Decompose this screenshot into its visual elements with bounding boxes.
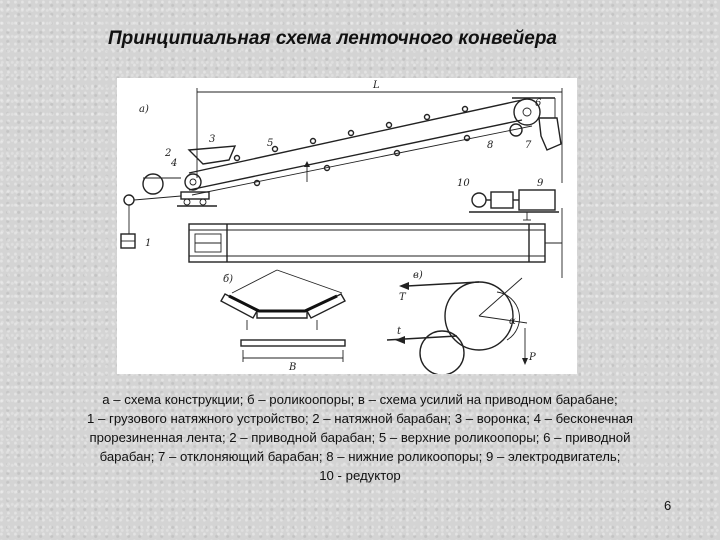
return-idler <box>241 340 345 346</box>
caption-line: а – схема конструкции; б – роликоопоры; в – схема усилий на приводном барабане; <box>102 392 618 407</box>
caption-line: 1 – грузового натяжного устройство; 2 – натяжной барабан; 3 – воронка; 4 – бесконечная <box>87 411 633 426</box>
label-3: 3 <box>209 134 216 145</box>
label-length: L <box>373 80 380 91</box>
label-2: 2 <box>165 148 172 159</box>
label-1: 1 <box>145 238 152 249</box>
caption-line: прорезиненная лента; 2 – приводной барабан; 5 – верхние роликоопоры; 6 – приводной <box>89 430 631 445</box>
conveyor-diagram <box>117 78 577 374</box>
electric-motor <box>519 190 555 210</box>
view-b-trough-idlers <box>221 270 345 362</box>
label-view-a: а) <box>139 104 149 115</box>
slide-title: Принципиальная схема ленточного конвейера <box>108 28 557 49</box>
tension-carriage <box>181 192 209 199</box>
label-6: 6 <box>535 98 542 109</box>
label-7: 7 <box>525 140 532 151</box>
belt-lower-strand <box>189 120 522 190</box>
label-view-b: б) <box>223 274 234 285</box>
rope-sheave <box>124 195 134 205</box>
label-9: 9 <box>537 178 544 189</box>
label-force-t: t <box>397 326 402 337</box>
loading-hopper <box>189 146 235 164</box>
rope-pulley <box>143 174 163 194</box>
conveyor-diagram-svg <box>117 78 577 374</box>
reducer <box>491 192 513 208</box>
tension-pulley <box>185 174 201 190</box>
label-5: 5 <box>267 138 274 149</box>
label-view-v: в) <box>413 270 423 281</box>
tension-pulley-hub <box>190 179 196 185</box>
trough-guide-left <box>232 270 277 293</box>
label-4: 4 <box>171 158 178 169</box>
trough-guide-right <box>277 270 342 293</box>
view-v-forces <box>387 278 528 374</box>
discharge-chute <box>539 118 561 150</box>
caption-line: барабан; 7 – отклоняющий барабан; 8 – нижние роликоопоры; 9 – электродвигатель; <box>99 449 621 464</box>
brake-drum <box>472 193 486 207</box>
figure-caption <box>48 390 672 485</box>
label-force-P: P <box>529 352 536 363</box>
label-alpha: α <box>509 316 516 327</box>
label-10: 10 <box>457 178 470 189</box>
label-force-T: T <box>399 292 406 303</box>
page-number: 6 <box>664 498 672 513</box>
diagram-labels <box>139 80 544 373</box>
label-width: B <box>289 362 297 373</box>
label-8: 8 <box>487 140 494 151</box>
plan-view-frame <box>189 208 562 278</box>
caption-line: 10 - редуктор <box>319 468 401 483</box>
upper-idlers <box>235 107 468 161</box>
troughed-belt <box>229 296 337 311</box>
